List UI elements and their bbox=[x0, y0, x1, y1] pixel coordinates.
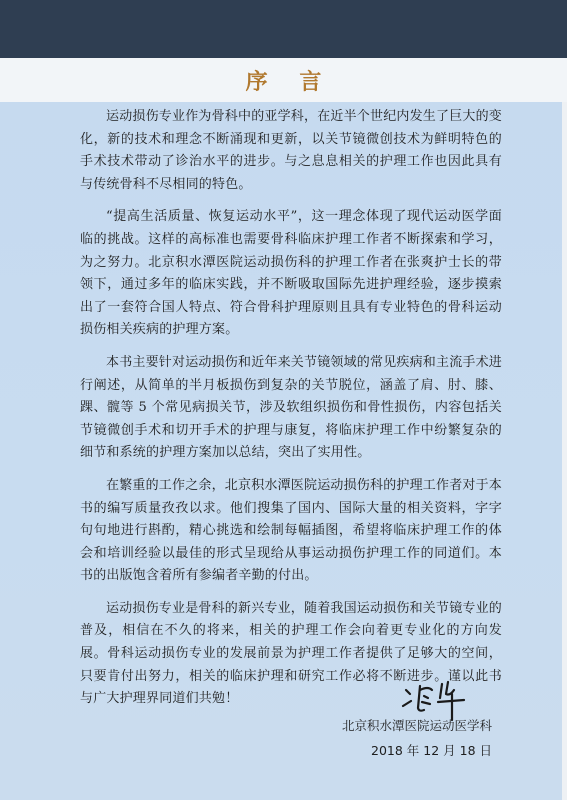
page-edge-strip bbox=[562, 102, 567, 800]
signature-date: 2018 年 12 月 18 日 bbox=[371, 743, 492, 758]
signature-organization: 北京积水潭医院运动医学科 bbox=[341, 718, 492, 733]
paragraph-5: 运动损伤专业是骨科的新兴专业，随着我国运动损伤和关节镜专业的普及，相信在不久的将来，相关的护理工作会向着更专业化的方向发展。骨科运动损伤专业的发展前景为护理工作者提供了足够大的空间，只要肯付出努力，相关的临床护理和研究工作必将不断进步。谨以此书与广大护理界同道们共勉！ bbox=[80, 600, 503, 707]
header-band bbox=[0, 0, 567, 58]
page-title: 序 言 bbox=[245, 69, 334, 95]
paragraph-1: 运动损伤专业作为骨科中的亚学科，在近半个世纪内发生了巨大的变化，新的技术和理念不断涌现和更新，以关节镜微创技术为鲜明特色的手术技术带动了诊治水平的进步。与之息息相关的护理工作也因此具有与传统骨科不尽相同的特色。 bbox=[80, 109, 503, 192]
paragraph-3: 本书主要针对运动损伤和近年来关节镜领域的常见疾病和主流手术进行阐述，从简单的半月板损伤到复杂的关节脱位，涵盖了肩、肘、膝、踝、髋等 5 个常见病损关节，涉及软组织损伤和骨性损伤，内容包括关节镜微创手术和切开手术的护理与康复，将临床护理工作中纷繁复杂的细节和系统的护理方案加以总结，突出了实用性。 bbox=[80, 354, 503, 461]
paragraph-4: 在繁重的工作之余，北京积水潭医院运动损伤科的护理工作者对于本书的编写质量孜孜以求。他们搜集了国内、国际大量的相关资料，字字句句地进行斟酌，精心挑选和绘制每幅插图，希望将临床护理工作的体会和培训经验以最佳的形式呈现给从事运动损伤护理工作的同道们。本书的出版饱含着所有参编者辛勤的付出。 bbox=[80, 477, 503, 584]
preface-body bbox=[80, 106, 502, 721]
title-bar bbox=[0, 58, 567, 102]
paragraph-2: “提高生活质量、恢复运动水平”，这一理念体现了现代运动医学面临的挑战。这样的高标准也需要骨科临床护理工作者不断探索和学习，为之努力。北京积水潭医院运动损伤科的护理工作者在张爽护士长的带领下，通过多年的临床实践，并不断吸取国际先进护理经验，逐步摸索出了一套符合国人特点、符合骨科护理原则且具有专业特色的骨科运动损伤相关疾病的护理方案。 bbox=[80, 209, 502, 338]
